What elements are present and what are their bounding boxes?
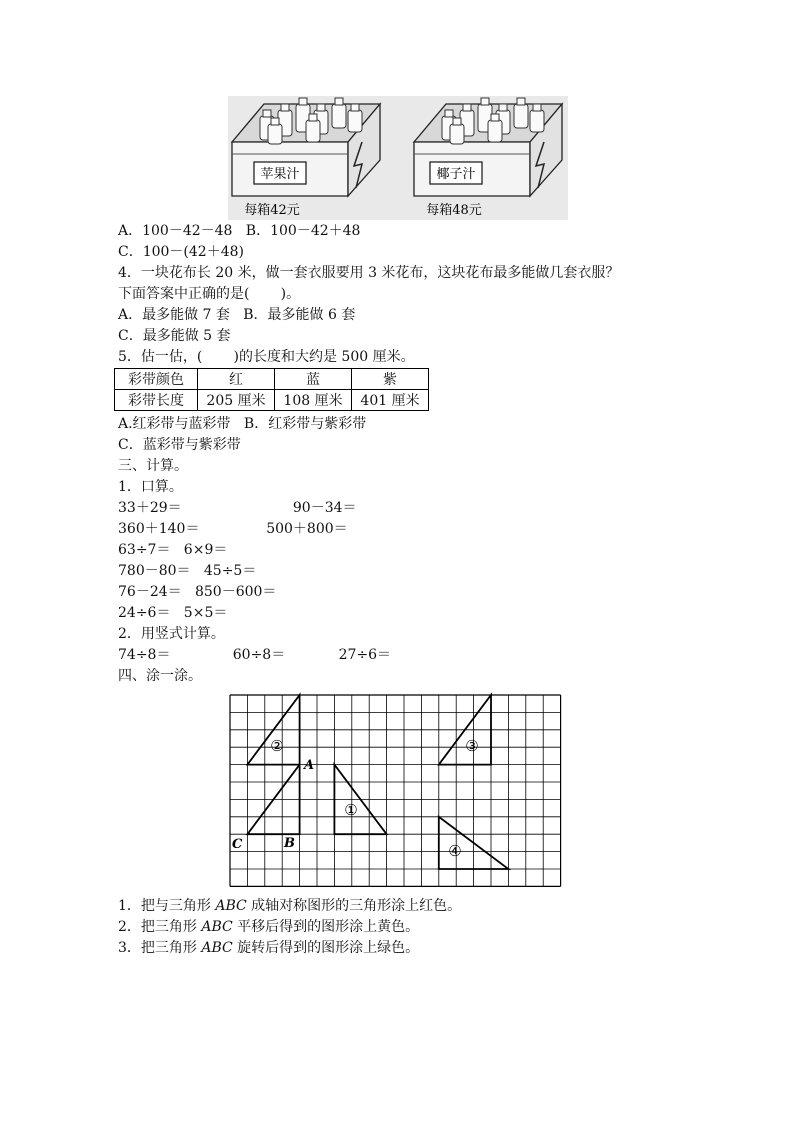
color-instruction [118,938,419,958]
color-instruction [118,896,461,916]
table-cell: 401 厘米 [352,390,429,411]
q4-options-ab: A．最多能做 7 套 B．最多能做 6 套 [118,307,356,323]
vertical-calc-row: 74÷8＝ 60÷8＝ 27÷6＝ [118,647,392,663]
instruction-text: 成轴对称图形的三角形涂上红色。 [246,898,462,914]
q3-options-c: C．100－(42＋48) [118,244,244,260]
table-row [115,390,429,411]
vertex-label-a: A [304,758,315,773]
apple-juice-label: 苹果汁 [260,167,300,182]
table-cell: 红 [198,369,275,390]
table-cell: 108 厘米 [275,390,352,411]
vertical-calc-heading: 2．用竖式计算。 [118,626,225,642]
q4-stem-line2: 下面答案中正确的是( )。 [118,286,301,302]
q5-stem: 5．估一估，( )的长度和大约是 500 厘米。 [118,349,415,365]
coconut-juice-price: 每箱48元 [426,203,482,218]
ribbon-length-table [114,368,429,411]
q5-options-c: C．蓝彩带与紫彩带 [118,437,241,453]
instruction-text: 平移后得到的图形涂上黄色。 [232,919,420,935]
instruction-text: 3．把三角形 [118,940,202,956]
shape-label-1: ① [344,801,358,819]
oral-calc-row: 360＋140＝ 500＋800＝ [118,521,348,537]
triangle-name: ABC [201,940,233,956]
shape-label-4: ④ [448,842,462,860]
coconut-juice-label: 椰子汁 [436,167,476,182]
table-cell: 紫 [352,369,429,390]
triangle-name: ABC [215,898,247,914]
section4-title: 四、涂一涂。 [118,668,202,684]
instruction-text: 1．把与三角形 [118,898,216,914]
table-cell: 蓝 [275,369,352,390]
table-cell: 205 厘米 [198,390,275,411]
color-instruction [118,917,419,937]
shape-label-3: ③ [465,737,479,755]
vertex-label-c: C [232,837,243,852]
oral-calc-row: 24÷6＝ 5×5＝ [118,605,228,621]
triangle-grid-figure [224,690,564,890]
shape-label-2: ② [270,737,284,755]
oral-calc-row: 76－24＝ 850－600＝ [118,584,277,600]
oral-calc-row: 63÷7＝ 6×9＝ [118,542,228,558]
q4-options-c: C．最多能做 5 套 [118,328,231,344]
instruction-text: 旋转后得到的图形涂上绿色。 [232,940,420,956]
instruction-text: 2．把三角形 [118,919,202,935]
q4-stem-line1: 4．一块花布长 20 米，做一套衣服要用 3 米花布，这块花布最多能做几套衣服？ [118,265,620,281]
section3-title: 三、计算。 [118,458,188,474]
triangle-name: ABC [201,919,233,935]
q5-options-ab: A.红彩带与蓝彩带 B．红彩带与紫彩带 [118,416,367,432]
oral-calc-heading: 1．口算。 [118,479,183,495]
juice-boxes-figure [228,96,568,220]
table-row [115,369,429,390]
vertex-label-b: B [284,836,295,851]
oral-calc-row: 33＋29＝ 90－34＝ [118,500,357,516]
q3-options-ab: A．100－42－48 B．100－42＋48 [118,223,361,239]
apple-juice-price: 每箱42元 [244,203,300,218]
table-cell: 彩带颜色 [115,369,198,390]
table-cell: 彩带长度 [115,390,198,411]
oral-calc-row: 780－80＝ 45÷5＝ [118,563,257,579]
